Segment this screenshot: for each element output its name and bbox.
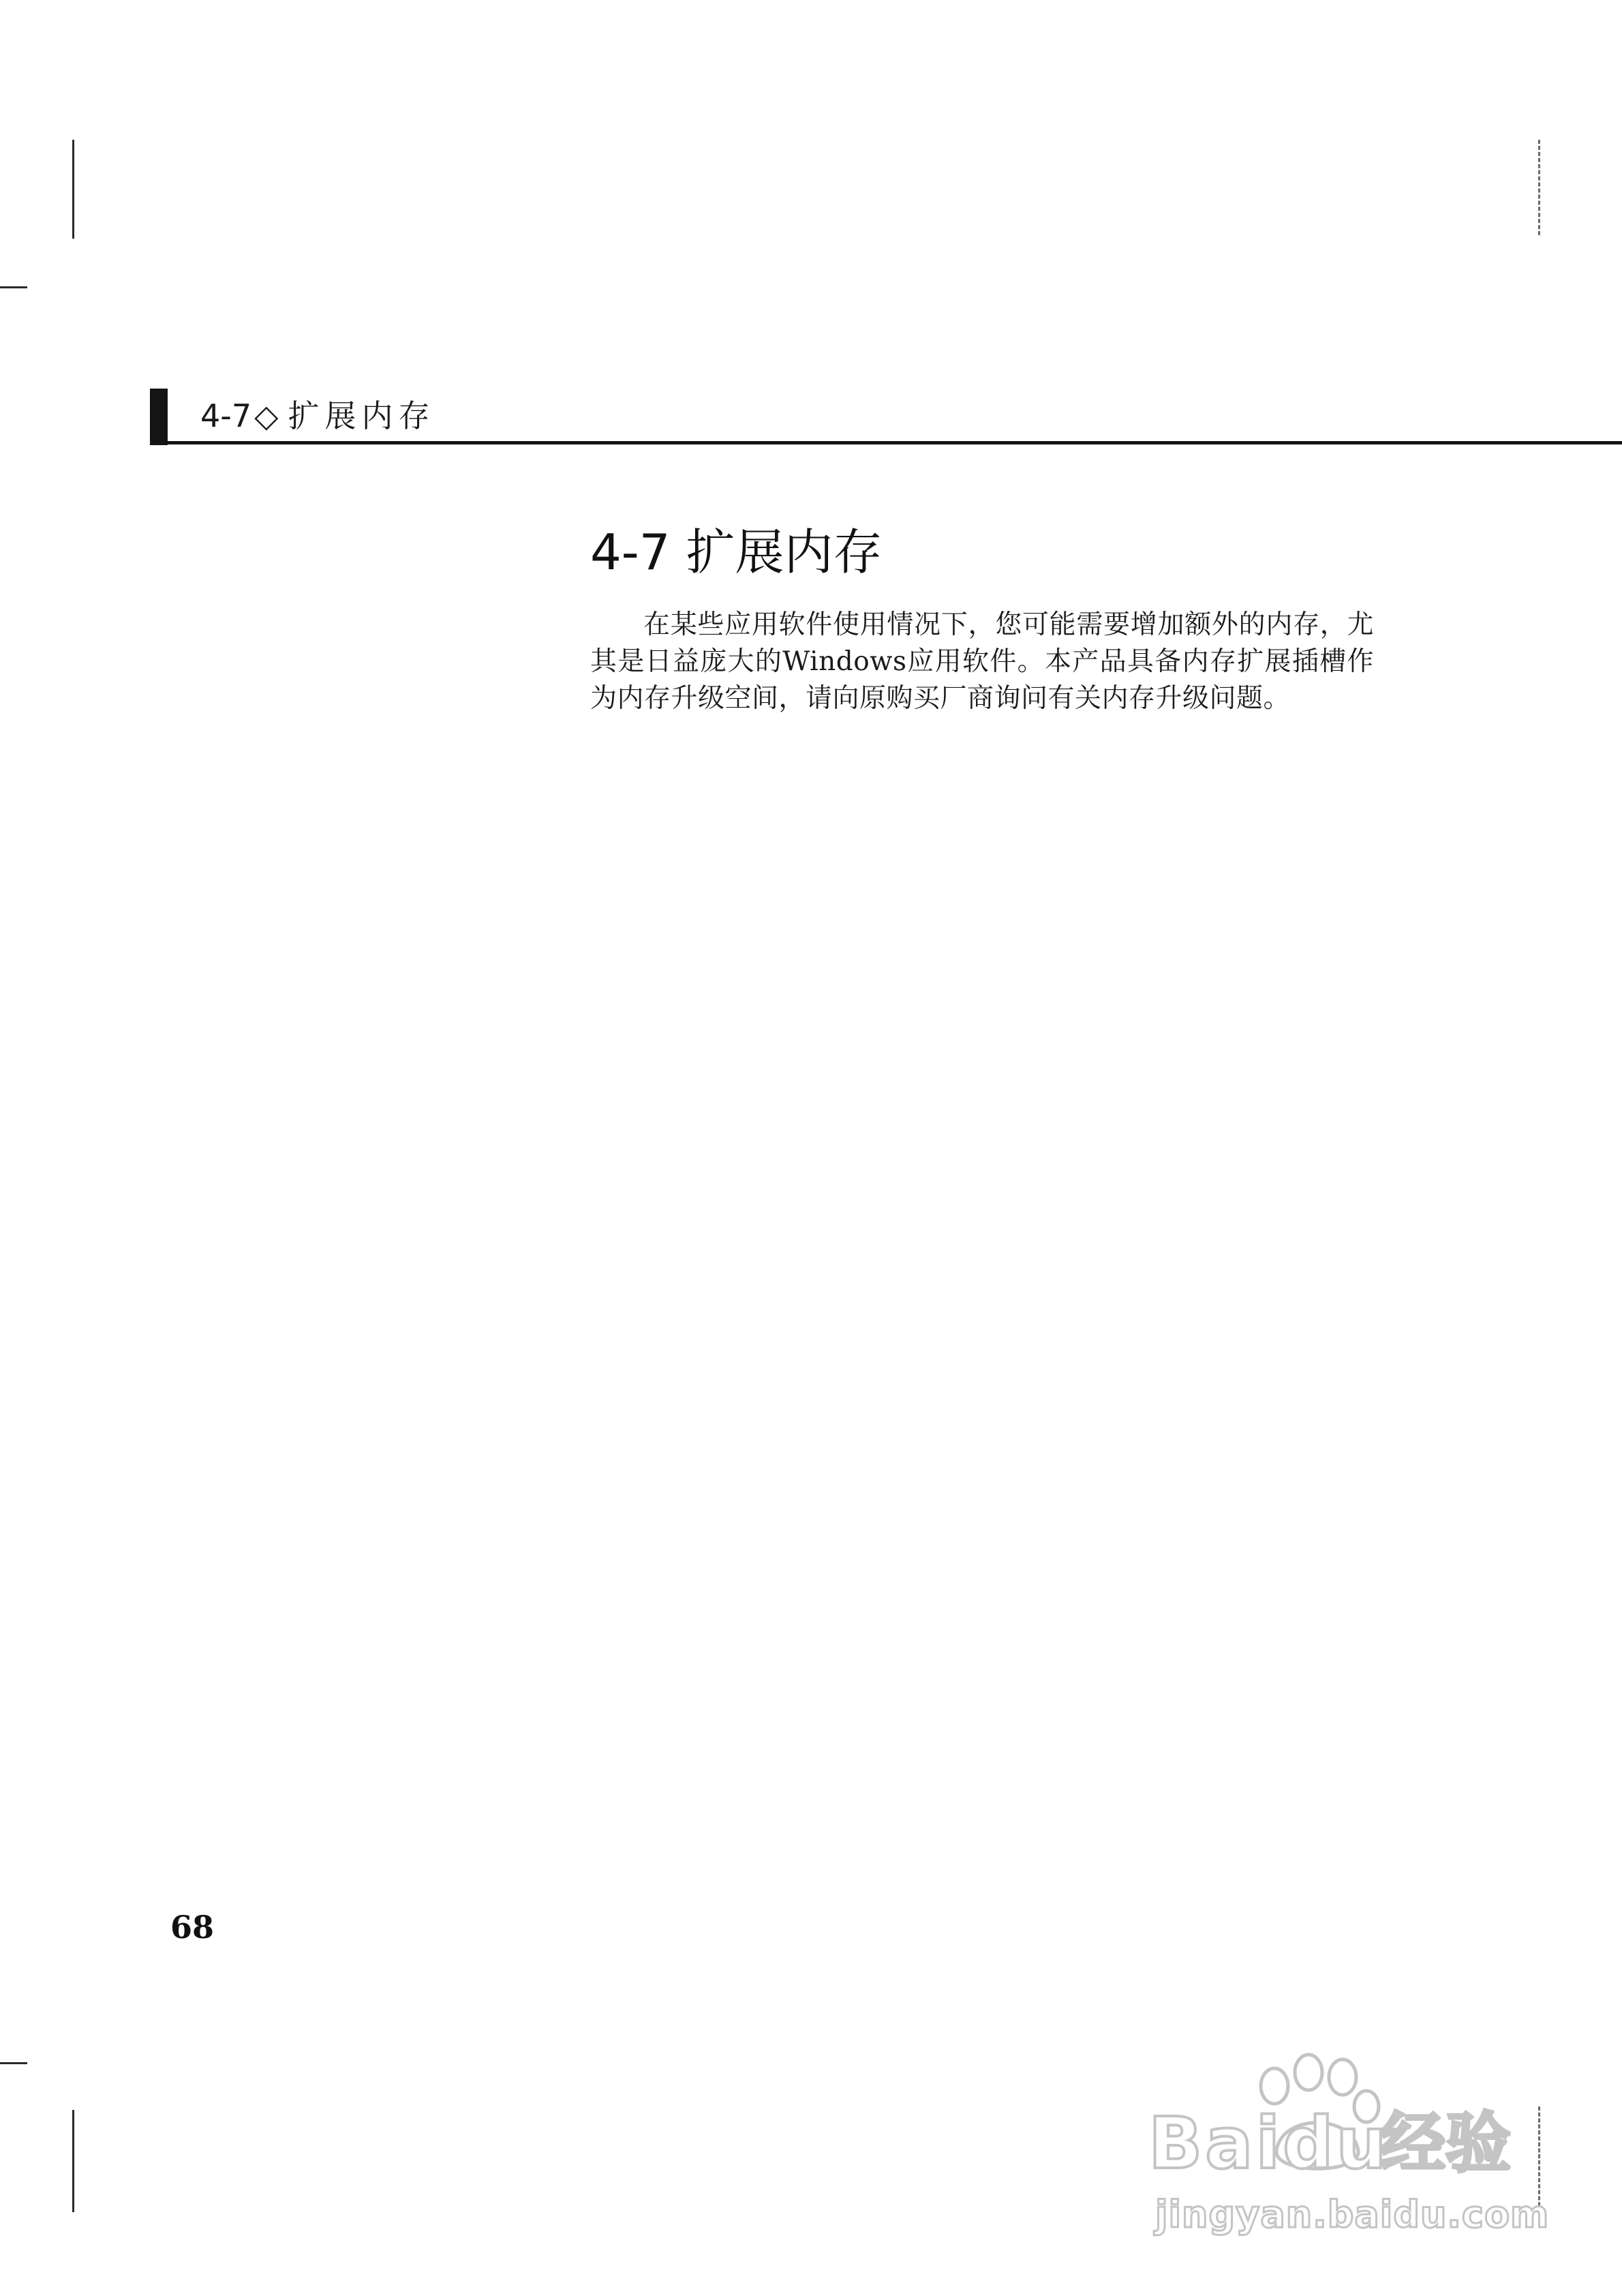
watermark-brand-cn: 经验 <box>1380 2105 1511 2181</box>
diamond-icon: ◇ <box>254 397 279 434</box>
header-section-label: 扩展内存 <box>288 397 435 434</box>
header-section-number: 4-7 <box>200 397 252 434</box>
watermark-url: jingyan.baidu.com <box>1155 2193 1550 2236</box>
section-title: 4-7 扩展内存 <box>590 524 883 581</box>
watermark-brand-latin: Baidu <box>1148 2102 1390 2185</box>
crop-mark-bottom-left-vertical <box>72 2110 74 2212</box>
crop-mark-bottom-left-horizontal <box>0 2062 27 2064</box>
header-rule <box>150 441 1622 444</box>
page-number: 68 <box>170 1909 215 1946</box>
running-header <box>200 392 435 440</box>
section-body: 在某些应用软件使用情况下，您可能需要增加额外的内存，尤其是日益庞大的Windows应用软件。本产品具备内存扩展插槽作为内存升级空间，请向原购买厂商询问有关内存升级问题。 <box>590 609 1374 714</box>
baidu-jingyan-watermark <box>1135 2049 1557 2253</box>
crop-mark-top-left-horizontal <box>0 286 27 288</box>
crop-mark-top-right-dashed <box>1538 140 1540 235</box>
crop-mark-top-left-vertical <box>72 140 74 239</box>
header-marker-bar <box>150 389 168 445</box>
